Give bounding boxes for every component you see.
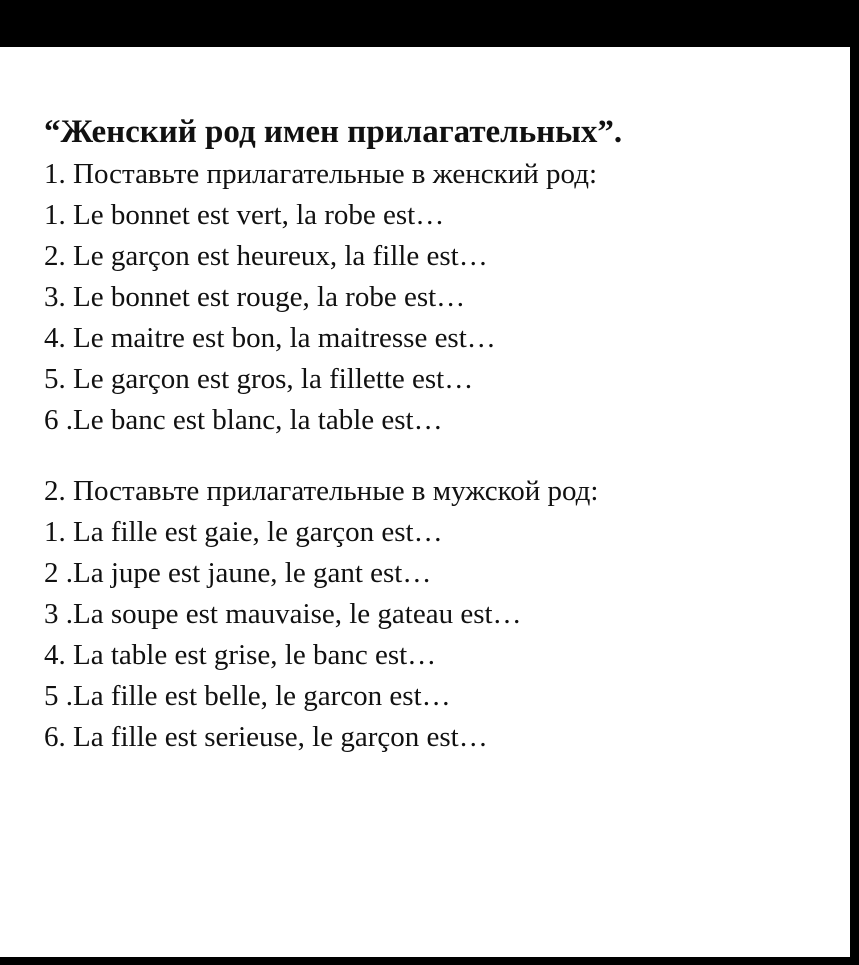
exercise-item: 4. Le maitre est bon, la maitresse est… [44,322,496,354]
top-black-band [0,0,859,47]
exercise-item: 5 .La fille est belle, le garcon est… [44,680,451,712]
section-feminine [44,154,834,441]
exercise-item: 1. Le bonnet est vert, la robe est… [44,199,445,231]
section-heading: 2. Поставьте прилагательные в мужской род: [44,475,599,507]
worksheet-title: “Женский род имен прилагательных”. [44,114,623,150]
section-masculine [44,471,834,758]
exercise-item: 3. Le bonnet est rouge, la robe est… [44,281,466,313]
exercise-item: 1. La fille est gaie, le garçon est… [44,516,443,548]
exercise-item: 3 .La soupe est mauvaise, le gateau est… [44,598,522,630]
exercise-item: 6. La fille est serieuse, le garçon est… [44,721,488,753]
exercise-item: 2. Le garçon est heureux, la fille est… [44,240,488,272]
bottom-black-band [0,957,859,965]
exercise-item: 4. La table est grise, le banc est… [44,639,437,671]
exercise-item: 6 .Le banc est blanc, la table est… [44,404,443,436]
exercise-item: 2 .La jupe est jaune, le gant est… [44,557,432,589]
right-black-band [850,0,859,965]
exercise-item: 5. Le garçon est gros, la fillette est… [44,363,474,395]
worksheet-content [44,110,834,758]
section-spacer [44,441,834,471]
section-heading: 1. Поставьте прилагательные в женский род: [44,158,598,190]
